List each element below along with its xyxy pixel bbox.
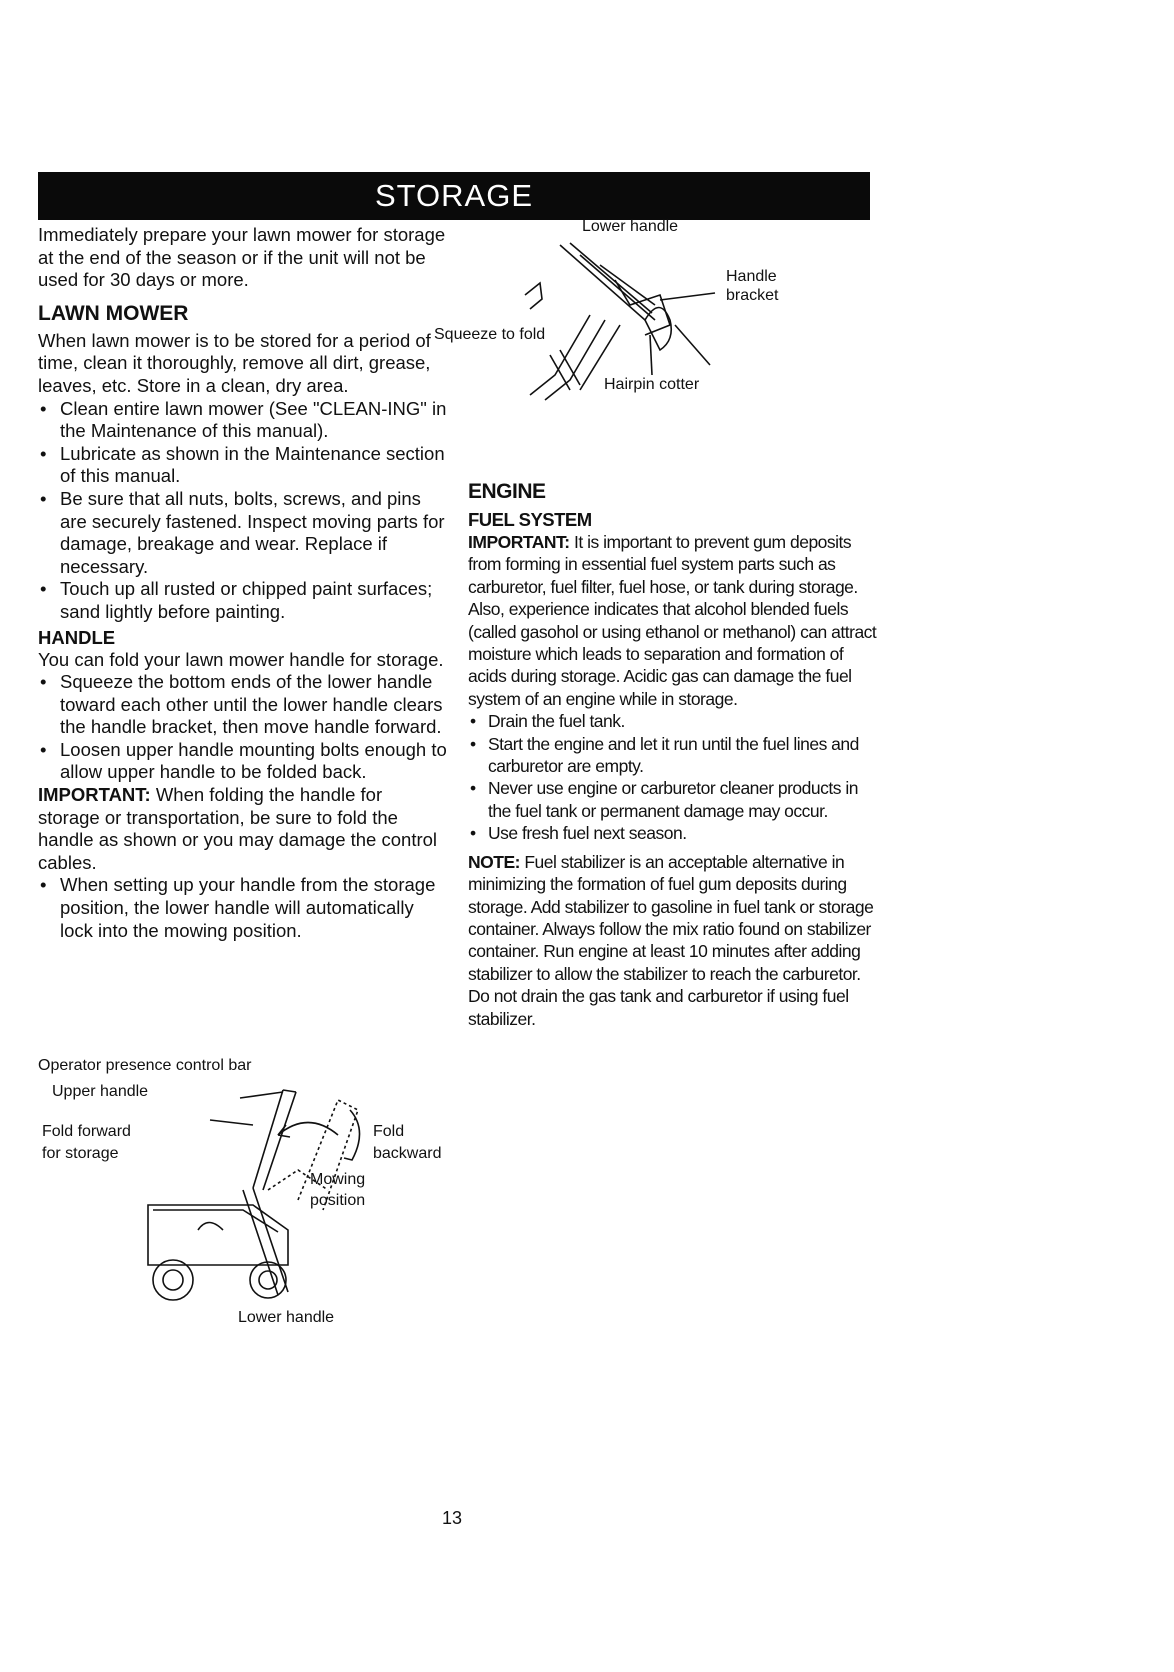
handle-list bbox=[38, 671, 448, 784]
label-backward: backward bbox=[373, 1145, 442, 1162]
label-lower-handle-bottom: Lower handle bbox=[238, 1309, 335, 1326]
engine-important bbox=[468, 531, 878, 710]
label-position: position bbox=[310, 1192, 366, 1209]
list-item: • Use fresh fuel next season. bbox=[468, 822, 878, 844]
note-text: Fuel stabilizer is an acceptable alternative in minimizing the formation of fuel gum deposits during storage. Add stabilizer to gasoline in fuel tank or storage container. Always follow the mix ratio found on stabilizer container. Run engine at least 10 minutes after adding stabilizer to allow the stabilizer to reach the carburetor. Do not drain the gas tank and carburetor if using fuel stabilizer. bbox=[468, 851, 874, 1029]
label-fold: Fold bbox=[373, 1123, 405, 1140]
label-mowing: Mowing bbox=[310, 1171, 366, 1188]
handle-text: You can fold your lawn mower handle for storage. bbox=[38, 648, 444, 670]
list-item: • Clean entire lawn mower (See "CLEAN-ING" in the Maintenance of this manual). bbox=[38, 398, 448, 443]
label-upper-handle: Upper handle bbox=[52, 1083, 149, 1100]
list-item: • Loosen upper handle mounting bolts enough to allow upper handle to be folded back. bbox=[38, 739, 448, 784]
handle-list-2 bbox=[38, 874, 448, 942]
label-operator-presence-bar: Operator presence control bar bbox=[38, 1057, 252, 1074]
list-item: • Drain the fuel tank. bbox=[468, 710, 878, 732]
list-item: • Start the engine and let it run until the fuel lines and carburetor are empty. bbox=[468, 733, 878, 778]
engine-list bbox=[468, 710, 878, 844]
list-item: • Never use engine or carburetor cleaner products in the fuel tank or permanent damage may occur. bbox=[468, 777, 878, 822]
intro-paragraph: Immediately prepare your lawn mower for storage at the end of the season or if the unit will not be used for 30 days or more. bbox=[38, 224, 446, 291]
lawn-mower-list bbox=[38, 398, 448, 624]
page-number: 13 bbox=[442, 1508, 463, 1528]
list-item: • Touch up all rusted or chipped paint surfaces; sand lightly before painting. bbox=[38, 578, 448, 623]
label-for-storage: for storage bbox=[42, 1145, 119, 1162]
label-handle-bracket: Handle bracket bbox=[726, 268, 779, 304]
lawn-mower-heading: LAWN MOWER bbox=[38, 301, 189, 325]
important-label: IMPORTANT: bbox=[38, 784, 151, 806]
handle-heading: HANDLE bbox=[38, 626, 116, 648]
section-title-banner: STORAGE bbox=[38, 172, 870, 220]
list-item: • Lubricate as shown in the Maintenance section of this manual. bbox=[38, 443, 448, 488]
fuel-system-heading: FUEL SYSTEM bbox=[468, 509, 592, 530]
note-label: NOTE: bbox=[468, 851, 520, 872]
handle-bracket-figure bbox=[430, 218, 870, 410]
label-fold-forward: Fold forward bbox=[42, 1123, 131, 1140]
list-item: • Squeeze the bottom ends of the lower handle toward each other until the lower handle clears the handle bracket, then move handle forward. bbox=[38, 671, 448, 739]
mower-illustration bbox=[38, 1080, 458, 1330]
important-text: When folding the handle for storage or transportation, be sure to fold the handle as shown or you may damage the control cables. bbox=[38, 784, 438, 873]
engine-heading: ENGINE bbox=[468, 480, 546, 503]
important-label: IMPORTANT: bbox=[468, 532, 570, 552]
label-hairpin-cotter: Hairpin cotter bbox=[604, 376, 700, 393]
important-text: It is important to prevent gum deposits from forming in essential fuel system parts such as carburetor, fuel filter, fuel hose, or tank during storage. Also, experience indicates that alcohol blended fuels (called gasohol or using ethanol or methanol) can attract moisture which leads to separation and formation of acids during storage. Acidic gas can damage the fuel system of an engine while in storage. bbox=[468, 532, 877, 709]
right-column bbox=[468, 480, 878, 1030]
lawn-mower-text: When lawn mower is to be stored for a period of time, clean it thoroughly, remove all dirt, grease, leaves, etc. Store in a clean, dry area. bbox=[38, 329, 431, 396]
label-squeeze-to-fold: Squeeze to fold bbox=[434, 326, 546, 343]
mower-handle-figure bbox=[38, 1057, 458, 1330]
list-item: • Be sure that all nuts, bolts, screws, and pins are securely fastened. Inspect moving parts for damage, breakage and wear. Replace if necessary. bbox=[38, 488, 448, 578]
list-item: • When setting up your handle from the storage position, the lower handle will automatically lock into the mowing position. bbox=[38, 874, 448, 942]
engine-note bbox=[468, 851, 878, 1030]
label-lower-handle: Lower handle bbox=[582, 218, 679, 235]
left-column bbox=[38, 224, 448, 942]
handle-important bbox=[38, 784, 448, 874]
